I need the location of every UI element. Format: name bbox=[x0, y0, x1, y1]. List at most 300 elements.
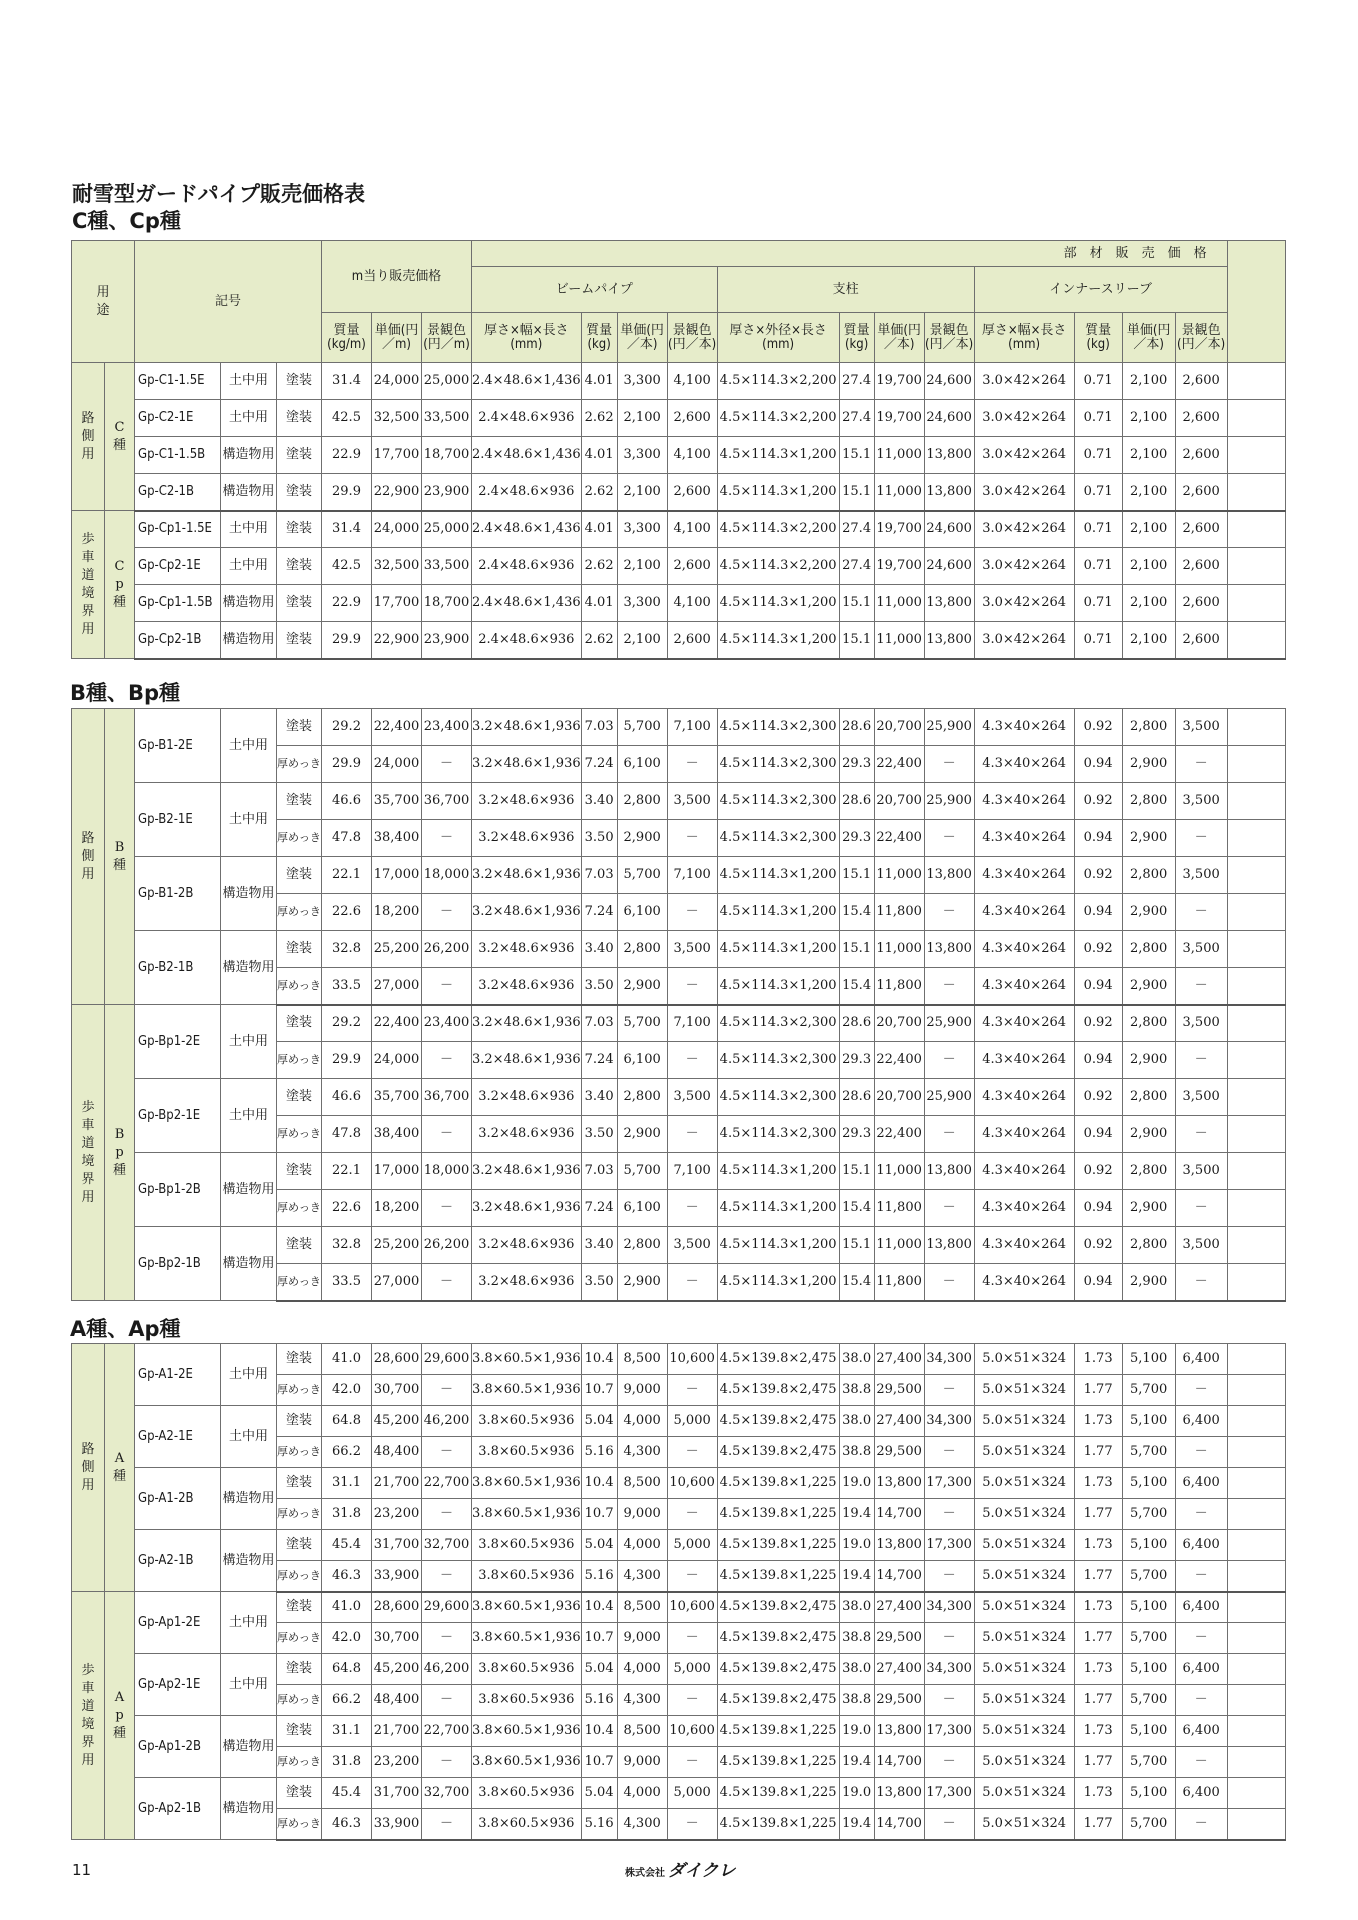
value-cell: － bbox=[422, 1190, 472, 1227]
value-cell: 18,700 bbox=[422, 585, 472, 622]
value-cell: 3.50 bbox=[581, 1116, 617, 1153]
value-cell: 6,400 bbox=[1175, 1530, 1227, 1561]
value-cell: 7.03 bbox=[581, 1153, 617, 1190]
value-cell: 3.0×42×264 bbox=[974, 474, 1074, 511]
value-cell: － bbox=[422, 1042, 472, 1079]
value-cell: 17,000 bbox=[372, 1153, 422, 1190]
value-cell: 15.4 bbox=[839, 1190, 874, 1227]
install-cell: 構造物用 bbox=[221, 1227, 277, 1301]
value-cell: 7.03 bbox=[581, 1005, 617, 1042]
value-cell: 3.0×42×264 bbox=[974, 511, 1074, 548]
value-cell: 29,500 bbox=[874, 1375, 924, 1406]
table-row bbox=[72, 1227, 1286, 1264]
finish-cell: 塗装 bbox=[277, 1778, 322, 1809]
install-cell: 構造物用 bbox=[221, 1468, 277, 1530]
value-cell: － bbox=[1175, 1747, 1227, 1778]
value-cell: 4.5×139.8×1,225 bbox=[717, 1747, 839, 1778]
value-cell: 3.2×48.6×1,936 bbox=[472, 857, 582, 894]
value-cell: 5.0×51×324 bbox=[974, 1530, 1074, 1561]
value-cell: 3,300 bbox=[617, 363, 667, 400]
value-cell: 18,700 bbox=[422, 437, 472, 474]
value-cell: － bbox=[422, 1437, 472, 1468]
value-cell: 31,700 bbox=[372, 1778, 422, 1809]
value-cell: 4.5×139.8×1,225 bbox=[717, 1778, 839, 1809]
value-cell: 2,600 bbox=[1175, 548, 1227, 585]
header-blank bbox=[1227, 241, 1285, 363]
value-cell: － bbox=[924, 1809, 974, 1840]
value-cell: 25,900 bbox=[924, 1005, 974, 1042]
table-row bbox=[72, 363, 1286, 400]
table-row bbox=[72, 709, 1286, 746]
value-cell: 5.0×51×324 bbox=[974, 1778, 1074, 1809]
header-post: 支柱 bbox=[717, 267, 974, 313]
value-cell: 4.5×139.8×1,225 bbox=[717, 1530, 839, 1561]
value-cell: 4.5×114.3×1,200 bbox=[717, 474, 839, 511]
value-cell: － bbox=[1175, 1499, 1227, 1530]
value-cell: 5,000 bbox=[667, 1654, 717, 1685]
value-cell: 48,400 bbox=[372, 1437, 422, 1468]
value-cell: － bbox=[924, 968, 974, 1005]
table-row bbox=[72, 1716, 1286, 1747]
value-cell: 2,800 bbox=[617, 931, 667, 968]
value-cell: 20,700 bbox=[874, 1079, 924, 1116]
install-cell: 構造物用 bbox=[221, 474, 277, 511]
table-row bbox=[72, 1592, 1286, 1623]
header-parts: 部 材 販 売 価 格 bbox=[472, 241, 1228, 267]
value-cell: 5,700 bbox=[1122, 1561, 1175, 1592]
value-cell: 24,000 bbox=[372, 511, 422, 548]
value-cell: 2,100 bbox=[1122, 474, 1175, 511]
finish-cell: 塗装 bbox=[277, 1079, 322, 1116]
finish-cell: 塗装 bbox=[277, 857, 322, 894]
value-cell: 2.4×48.6×1,436 bbox=[472, 511, 582, 548]
value-cell: 45,200 bbox=[372, 1406, 422, 1437]
value-cell: 22,400 bbox=[874, 1042, 924, 1079]
spacer-cell bbox=[1227, 857, 1285, 894]
value-cell: 0.71 bbox=[1074, 363, 1122, 400]
value-cell: 26,200 bbox=[422, 931, 472, 968]
spacer-cell bbox=[1227, 820, 1285, 857]
value-cell: 3.2×48.6×936 bbox=[472, 931, 582, 968]
value-cell: 0.71 bbox=[1074, 511, 1122, 548]
value-cell: 3.8×60.5×1,936 bbox=[472, 1375, 582, 1406]
symbol-cell: Gp-Ap1-2E bbox=[135, 1592, 221, 1654]
value-cell: 0.92 bbox=[1074, 1153, 1122, 1190]
value-cell: 23,200 bbox=[372, 1499, 422, 1530]
finish-cell: 塗装 bbox=[277, 1592, 322, 1623]
value-cell: 3.2×48.6×936 bbox=[472, 820, 582, 857]
value-cell: 0.71 bbox=[1074, 585, 1122, 622]
value-cell: 13,800 bbox=[924, 931, 974, 968]
value-cell: 13,800 bbox=[874, 1530, 924, 1561]
value-cell: 15.1 bbox=[839, 857, 874, 894]
value-cell: 2,800 bbox=[617, 1079, 667, 1116]
value-cell: 2,600 bbox=[1175, 437, 1227, 474]
spacer-cell bbox=[1227, 1344, 1285, 1375]
value-cell: 10.4 bbox=[581, 1592, 617, 1623]
value-cell: 34,300 bbox=[924, 1406, 974, 1437]
value-cell: 22.6 bbox=[322, 894, 372, 931]
value-cell: 29,500 bbox=[874, 1623, 924, 1654]
value-cell: 42.5 bbox=[322, 548, 372, 585]
type-cell: Bp種 bbox=[105, 1005, 135, 1301]
value-cell: 33,900 bbox=[372, 1561, 422, 1592]
value-cell: 22.9 bbox=[322, 437, 372, 474]
value-cell: 4.5×114.3×2,300 bbox=[717, 1116, 839, 1153]
value-cell: 34,300 bbox=[924, 1654, 974, 1685]
value-cell: 66.2 bbox=[322, 1437, 372, 1468]
value-cell: － bbox=[667, 1437, 717, 1468]
value-cell: 5,700 bbox=[617, 1005, 667, 1042]
header-sleeve-color: 景観色(円／本) bbox=[1175, 313, 1227, 363]
header-post-mass: 質量(kg) bbox=[839, 313, 874, 363]
value-cell: 22,700 bbox=[422, 1716, 472, 1747]
value-cell: 3.2×48.6×936 bbox=[472, 968, 582, 1005]
value-cell: － bbox=[924, 894, 974, 931]
spacer-cell bbox=[1227, 709, 1285, 746]
value-cell: 19,700 bbox=[874, 400, 924, 437]
value-cell: 18,000 bbox=[422, 857, 472, 894]
value-cell: － bbox=[667, 1116, 717, 1153]
value-cell: 5.0×51×324 bbox=[974, 1375, 1074, 1406]
value-cell: 1.77 bbox=[1074, 1747, 1122, 1778]
value-cell: 4,000 bbox=[617, 1530, 667, 1561]
value-cell: － bbox=[667, 1747, 717, 1778]
price-table-a bbox=[71, 1343, 1286, 1841]
value-cell: 4,100 bbox=[667, 437, 717, 474]
spacer-cell bbox=[1227, 783, 1285, 820]
value-cell: 4.5×114.3×2,200 bbox=[717, 400, 839, 437]
value-cell: 4,100 bbox=[667, 585, 717, 622]
value-cell: 4.5×139.8×1,225 bbox=[717, 1561, 839, 1592]
value-cell: － bbox=[924, 1747, 974, 1778]
value-cell: 22,400 bbox=[874, 746, 924, 783]
finish-cell: 厚めっき bbox=[277, 1437, 322, 1468]
usage-cell: 歩車道境界用 bbox=[72, 1005, 105, 1301]
value-cell: － bbox=[667, 1623, 717, 1654]
value-cell: 3,500 bbox=[667, 783, 717, 820]
value-cell: 0.92 bbox=[1074, 1227, 1122, 1264]
value-cell: － bbox=[924, 1437, 974, 1468]
value-cell: 19.4 bbox=[839, 1747, 874, 1778]
value-cell: 5.04 bbox=[581, 1778, 617, 1809]
value-cell: 13,800 bbox=[924, 622, 974, 659]
value-cell: 4.5×114.3×1,200 bbox=[717, 1227, 839, 1264]
value-cell: 31.1 bbox=[322, 1468, 372, 1499]
value-cell: 5,100 bbox=[1122, 1716, 1175, 1747]
value-cell: － bbox=[1175, 1264, 1227, 1301]
value-cell: 3,500 bbox=[1175, 709, 1227, 746]
value-cell: 13,800 bbox=[924, 1153, 974, 1190]
price-table-b bbox=[71, 708, 1286, 1302]
value-cell: － bbox=[422, 968, 472, 1005]
value-cell: 14,700 bbox=[874, 1561, 924, 1592]
value-cell: － bbox=[1175, 1375, 1227, 1406]
finish-cell: 塗装 bbox=[277, 1654, 322, 1685]
value-cell: 23,400 bbox=[422, 709, 472, 746]
value-cell: 31.4 bbox=[322, 363, 372, 400]
finish-cell: 塗装 bbox=[277, 511, 322, 548]
value-cell: － bbox=[1175, 1561, 1227, 1592]
value-cell: 3.2×48.6×936 bbox=[472, 1116, 582, 1153]
value-cell: 30,700 bbox=[372, 1623, 422, 1654]
value-cell: － bbox=[422, 1809, 472, 1840]
spacer-cell bbox=[1227, 437, 1285, 474]
value-cell: 19.4 bbox=[839, 1561, 874, 1592]
finish-cell: 厚めっき bbox=[277, 1375, 322, 1406]
value-cell: － bbox=[1175, 1437, 1227, 1468]
value-cell: 3.0×42×264 bbox=[974, 548, 1074, 585]
value-cell: 2.4×48.6×936 bbox=[472, 622, 582, 659]
value-cell: 4.5×114.3×1,200 bbox=[717, 1190, 839, 1227]
value-cell: 24,000 bbox=[372, 363, 422, 400]
value-cell: 2,600 bbox=[1175, 511, 1227, 548]
value-cell: － bbox=[422, 1116, 472, 1153]
spacer-cell bbox=[1227, 894, 1285, 931]
finish-cell: 塗装 bbox=[277, 1468, 322, 1499]
value-cell: 11,000 bbox=[874, 585, 924, 622]
value-cell: 2.4×48.6×936 bbox=[472, 400, 582, 437]
spacer-cell bbox=[1227, 1042, 1285, 1079]
finish-cell: 厚めっき bbox=[277, 1264, 322, 1301]
value-cell: 28.6 bbox=[839, 1079, 874, 1116]
value-cell: 38,400 bbox=[372, 1116, 422, 1153]
value-cell: 32,500 bbox=[372, 400, 422, 437]
value-cell: 33,500 bbox=[422, 548, 472, 585]
value-cell: 15.1 bbox=[839, 474, 874, 511]
value-cell: 11,000 bbox=[874, 931, 924, 968]
value-cell: 5,100 bbox=[1122, 1778, 1175, 1809]
value-cell: 3.8×60.5×1,936 bbox=[472, 1623, 582, 1654]
finish-cell: 厚めっき bbox=[277, 968, 322, 1005]
value-cell: 2,900 bbox=[1122, 894, 1175, 931]
value-cell: 7.24 bbox=[581, 894, 617, 931]
value-cell: 27,000 bbox=[372, 968, 422, 1005]
value-cell: 7.03 bbox=[581, 709, 617, 746]
value-cell: 24,600 bbox=[924, 548, 974, 585]
value-cell: 10,600 bbox=[667, 1716, 717, 1747]
usage-cell: 路側用 bbox=[72, 709, 105, 1005]
value-cell: 28.6 bbox=[839, 783, 874, 820]
value-cell: 3,500 bbox=[667, 1227, 717, 1264]
value-cell: 2,800 bbox=[1122, 1079, 1175, 1116]
spacer-cell bbox=[1227, 1468, 1285, 1499]
value-cell: 8,500 bbox=[617, 1468, 667, 1499]
value-cell: 1.73 bbox=[1074, 1530, 1122, 1561]
value-cell: 4.5×139.8×2,475 bbox=[717, 1406, 839, 1437]
finish-cell: 厚めっき bbox=[277, 820, 322, 857]
value-cell: － bbox=[422, 1264, 472, 1301]
value-cell: 6,100 bbox=[617, 1042, 667, 1079]
value-cell: － bbox=[924, 820, 974, 857]
finish-cell: 塗装 bbox=[277, 437, 322, 474]
value-cell: 24,600 bbox=[924, 400, 974, 437]
value-cell: 6,400 bbox=[1175, 1406, 1227, 1437]
value-cell: 25,000 bbox=[422, 511, 472, 548]
value-cell: 27,400 bbox=[874, 1344, 924, 1375]
value-cell: 19.4 bbox=[839, 1809, 874, 1840]
value-cell: 4.3×40×264 bbox=[974, 1153, 1074, 1190]
value-cell: 4.5×114.3×2,300 bbox=[717, 1042, 839, 1079]
value-cell: 1.73 bbox=[1074, 1654, 1122, 1685]
spacer-cell bbox=[1227, 622, 1285, 659]
value-cell: 2,900 bbox=[1122, 968, 1175, 1005]
value-cell: 46.3 bbox=[322, 1809, 372, 1840]
value-cell: 6,400 bbox=[1175, 1592, 1227, 1623]
value-cell: 29.3 bbox=[839, 746, 874, 783]
value-cell: 41.0 bbox=[322, 1344, 372, 1375]
symbol-cell: Gp-C2-1B bbox=[135, 474, 221, 511]
value-cell: 24,600 bbox=[924, 511, 974, 548]
value-cell: 3,500 bbox=[667, 931, 717, 968]
value-cell: 4.5×114.3×2,200 bbox=[717, 363, 839, 400]
value-cell: 32,700 bbox=[422, 1530, 472, 1561]
value-cell: 2,800 bbox=[1122, 931, 1175, 968]
value-cell: － bbox=[667, 1561, 717, 1592]
header-sleeve-dims: 厚さ×幅×長さ(mm) bbox=[974, 313, 1074, 363]
value-cell: 4.5×114.3×1,200 bbox=[717, 1153, 839, 1190]
value-cell: 3.2×48.6×1,936 bbox=[472, 709, 582, 746]
value-cell: 3.2×48.6×936 bbox=[472, 1079, 582, 1116]
install-cell: 土中用 bbox=[221, 1344, 277, 1406]
value-cell: 14,700 bbox=[874, 1747, 924, 1778]
value-cell: 28.6 bbox=[839, 709, 874, 746]
value-cell: 2,600 bbox=[667, 474, 717, 511]
value-cell: 5.0×51×324 bbox=[974, 1747, 1074, 1778]
symbol-cell: Gp-Bp2-1B bbox=[135, 1227, 221, 1301]
value-cell: 1.73 bbox=[1074, 1716, 1122, 1747]
value-cell: 4.3×40×264 bbox=[974, 783, 1074, 820]
spacer-cell bbox=[1227, 400, 1285, 437]
value-cell: 2,900 bbox=[1122, 820, 1175, 857]
value-cell: 25,900 bbox=[924, 1079, 974, 1116]
value-cell: 13,800 bbox=[924, 585, 974, 622]
symbol-cell: Gp-Bp1-2B bbox=[135, 1153, 221, 1227]
value-cell: － bbox=[667, 894, 717, 931]
value-cell: 5,700 bbox=[1122, 1747, 1175, 1778]
spacer-cell bbox=[1227, 1592, 1285, 1623]
usage-cell: 路側用 bbox=[72, 363, 105, 511]
table-row bbox=[72, 548, 1286, 585]
spacer-cell bbox=[1227, 1530, 1285, 1561]
value-cell: 9,000 bbox=[617, 1623, 667, 1654]
value-cell: 0.94 bbox=[1074, 894, 1122, 931]
value-cell: 4.5×114.3×2,300 bbox=[717, 746, 839, 783]
value-cell: 22,400 bbox=[874, 820, 924, 857]
value-cell: 5.16 bbox=[581, 1809, 617, 1840]
value-cell: 15.1 bbox=[839, 585, 874, 622]
value-cell: 3,300 bbox=[617, 511, 667, 548]
value-cell: 5,000 bbox=[667, 1406, 717, 1437]
symbol-cell: Gp-B2-1E bbox=[135, 783, 221, 857]
value-cell: － bbox=[422, 1747, 472, 1778]
value-cell: － bbox=[667, 1685, 717, 1716]
value-cell: 3.8×60.5×936 bbox=[472, 1437, 582, 1468]
value-cell: 30,700 bbox=[372, 1375, 422, 1406]
spacer-cell bbox=[1227, 1809, 1285, 1840]
value-cell: 6,100 bbox=[617, 1190, 667, 1227]
value-cell: 5.16 bbox=[581, 1561, 617, 1592]
value-cell: 2.4×48.6×936 bbox=[472, 548, 582, 585]
value-cell: 29.2 bbox=[322, 1005, 372, 1042]
symbol-cell: Gp-Ap2-1E bbox=[135, 1654, 221, 1716]
value-cell: 18,200 bbox=[372, 1190, 422, 1227]
spacer-cell bbox=[1227, 474, 1285, 511]
value-cell: 4.5×114.3×2,300 bbox=[717, 820, 839, 857]
value-cell: 38.0 bbox=[839, 1654, 874, 1685]
finish-cell: 厚めっき bbox=[277, 1809, 322, 1840]
spacer-cell bbox=[1227, 1654, 1285, 1685]
value-cell: 42.5 bbox=[322, 400, 372, 437]
value-cell: 10,600 bbox=[667, 1592, 717, 1623]
value-cell: 2,900 bbox=[617, 1264, 667, 1301]
value-cell: 5,700 bbox=[617, 1153, 667, 1190]
symbol-cell: Gp-Ap1-2B bbox=[135, 1716, 221, 1778]
finish-cell: 塗装 bbox=[277, 1153, 322, 1190]
install-cell: 構造物用 bbox=[221, 1153, 277, 1227]
value-cell: 35,700 bbox=[372, 783, 422, 820]
value-cell: 2.4×48.6×1,436 bbox=[472, 363, 582, 400]
value-cell: 29.9 bbox=[322, 622, 372, 659]
value-cell: 46,200 bbox=[422, 1406, 472, 1437]
value-cell: 1.73 bbox=[1074, 1592, 1122, 1623]
value-cell: 4.3×40×264 bbox=[974, 820, 1074, 857]
value-cell: 4.3×40×264 bbox=[974, 1227, 1074, 1264]
value-cell: 4.5×139.8×1,225 bbox=[717, 1716, 839, 1747]
value-cell: － bbox=[924, 1042, 974, 1079]
finish-cell: 塗装 bbox=[277, 585, 322, 622]
value-cell: － bbox=[1175, 894, 1227, 931]
value-cell: 2,600 bbox=[1175, 622, 1227, 659]
value-cell: 38.0 bbox=[839, 1344, 874, 1375]
value-cell: 45.4 bbox=[322, 1530, 372, 1561]
value-cell: 3.0×42×264 bbox=[974, 363, 1074, 400]
header-beam-unit: 単価(円／本) bbox=[617, 313, 667, 363]
header-beam-dims: 厚さ×幅×長さ(mm) bbox=[472, 313, 582, 363]
value-cell: 3.2×48.6×936 bbox=[472, 1264, 582, 1301]
value-cell: 4,300 bbox=[617, 1809, 667, 1840]
value-cell: 7,100 bbox=[667, 857, 717, 894]
value-cell: 15.1 bbox=[839, 931, 874, 968]
value-cell: 46.3 bbox=[322, 1561, 372, 1592]
value-cell: 4.5×139.8×2,475 bbox=[717, 1654, 839, 1685]
value-cell: － bbox=[1175, 1623, 1227, 1654]
value-cell: 22.9 bbox=[322, 585, 372, 622]
value-cell: 20,700 bbox=[874, 783, 924, 820]
value-cell: 4,100 bbox=[667, 363, 717, 400]
header-post-color: 景観色(円／本) bbox=[924, 313, 974, 363]
value-cell: 36,700 bbox=[422, 783, 472, 820]
value-cell: 2,800 bbox=[1122, 857, 1175, 894]
value-cell: 2,600 bbox=[1175, 363, 1227, 400]
type-cell: A種 bbox=[105, 1344, 135, 1592]
spacer-cell bbox=[1227, 363, 1285, 400]
value-cell: 17,700 bbox=[372, 437, 422, 474]
value-cell: 4.5×114.3×1,200 bbox=[717, 622, 839, 659]
value-cell: 3.8×60.5×1,936 bbox=[472, 1592, 582, 1623]
value-cell: 19,700 bbox=[874, 511, 924, 548]
spacer-cell bbox=[1227, 968, 1285, 1005]
value-cell: 5,700 bbox=[1122, 1809, 1175, 1840]
value-cell: 4.3×40×264 bbox=[974, 1116, 1074, 1153]
spacer-cell bbox=[1227, 1190, 1285, 1227]
value-cell: 17,000 bbox=[372, 857, 422, 894]
value-cell: 3,500 bbox=[1175, 857, 1227, 894]
symbol-cell: Gp-B2-1B bbox=[135, 931, 221, 1005]
value-cell: 4,000 bbox=[617, 1778, 667, 1809]
value-cell: 27,000 bbox=[372, 1264, 422, 1301]
finish-cell: 塗装 bbox=[277, 622, 322, 659]
